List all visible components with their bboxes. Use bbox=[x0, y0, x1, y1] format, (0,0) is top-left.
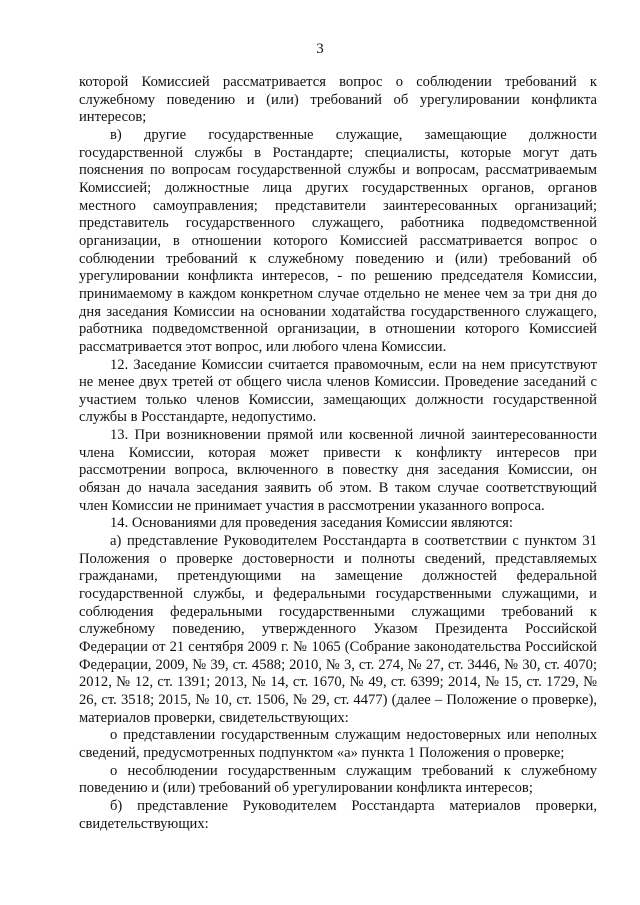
paragraph-item-v: в) другие государственные служащие, замещающие должности государственной службы в Ростандарте; специалисты, которые могут дать пояснения по вопросам государственной службы и вопросам, рассматриваемым Комиссией; должностные лица других государственных органов, органов местного самоуправления; представители заинтересованных организаций; представитель государственного служащего, работника подведомственной организации, в отношении которого Комиссией рассматривается вопрос о соблюдении требований к служебному поведению и (или) требований об урегулировании конфликта интересов, - по решению председателя Комиссии, принимаемому в каждом конкретном случае отдельно не менее чем за три дня до дня заседания Комиссии на основании ходатайства государственного служащего, работника подведомственной организации, в отношении которого Комиссией рассматривается этот вопрос, или любого члена Комиссии. bbox=[79, 126, 597, 355]
paragraph-14-a: а) представление Руководителем Росстандарта в соответствии с пунктом 31 Положения о проверке достоверности и полноты сведений, представляемых гражданами, претендующими на замещение должностей федеральной государственной службы, и федеральными государственными служащими, и соблюдения федеральными государственными служащими требований к служебному поведению, утвержденного Указом Президента Российской Федерации от 21 сентября 2009 г. № 1065 (Собрание законодательства Российской Федерации, 2009, № 39, ст. 4588; 2010, № 3, ст. 274, № 27, ст. 3446, № 30, ст. 4070; 2012, № 12, ст. 1391; 2013, № 14, ст. 1670, № 49, ст. 6399; 2014, № 15, ст. 1729, № 26, ст. 3518; 2015, № 10, ст. 1506, № 29, ст. 4477) (далее – Положение о проверке), материалов проверки, свидетельствующих: bbox=[79, 533, 597, 726]
paragraph-14: 14. Основаниями для проведения заседания Комиссии являются: bbox=[110, 515, 513, 532]
page-number: 3 bbox=[316, 41, 324, 57]
paragraph-14-a-2: о несоблюдении государственным служащим требований к служебному поведению и (или) требований об урегулировании конфликта интересов; bbox=[79, 762, 597, 797]
document-body bbox=[79, 74, 597, 833]
paragraph-12: 12. Заседание Комиссии считается правомочным, если на нем присутствуют не менее двух третей от общего числа членов Комиссии. Проведение заседаний с участием только членов Комиссии, замещающих должности государственной службы в Росстандарте, недопустимо. bbox=[79, 356, 597, 426]
paragraph-14-b: б) представление Руководителем Росстандарта материалов проверки, свидетельствующих: bbox=[79, 797, 597, 832]
paragraph-continuation: которой Комиссией рассматривается вопрос о соблюдении требований к служебному поведению и (или) требований об урегулировании конфликта интересов; bbox=[79, 74, 597, 126]
paragraph-14-a-1: о представлении государственным служащим недостоверных или неполных сведений, предусмотренных подпунктом «а» пункта 1 Положения о проверке; bbox=[79, 727, 597, 761]
paragraph-13: 13. При возникновении прямой или косвенной личной заинтересованности члена Комиссии, которая может привести к конфликту интересов при рассмотрении вопроса, включенного в повестку дня заседания Комиссии, он обязан до начала заседания заявить об этом. В таком случае соответствующий член Комиссии не принимает участия в рассмотрении указанного вопроса. bbox=[79, 427, 597, 514]
